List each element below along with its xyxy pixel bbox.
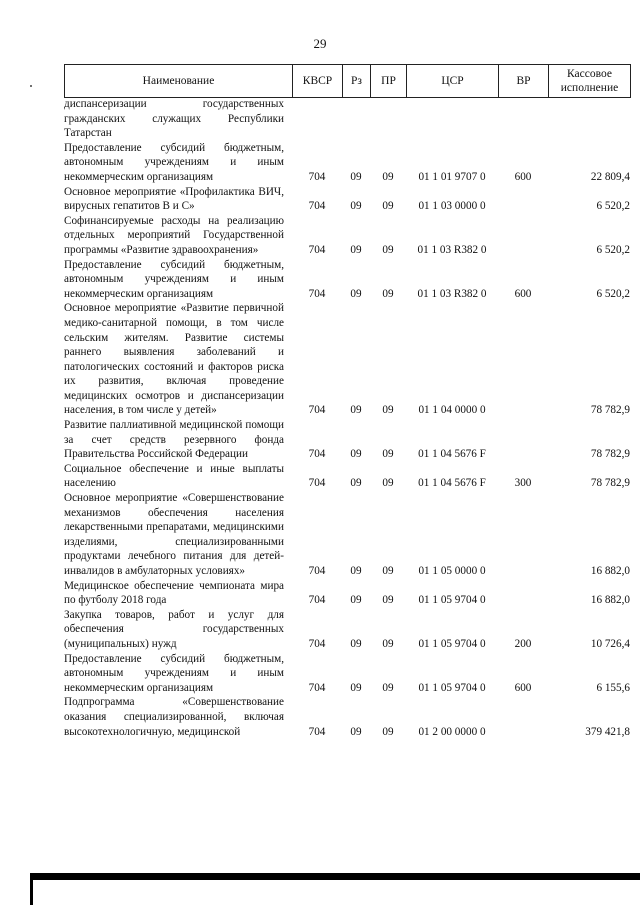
row-sum: 16 882,0: [590, 565, 630, 577]
row-rz: 09: [350, 200, 362, 213]
row-rz: 09: [350, 170, 362, 183]
row-csr: 01 1 03 R382 0: [417, 243, 487, 256]
page-number: 29: [313, 36, 327, 51]
header-pr: ПР: [371, 65, 407, 98]
row-name: Подпрограмма «Совершенствование оказания специализированной, включая высокотехнологичную, медицинской: [64, 696, 284, 738]
row-pr: 09: [382, 243, 394, 256]
row-csr: 01 1 01 9707 0: [418, 170, 486, 183]
row-kvsr: 704: [308, 170, 326, 183]
row-sum: 6 155,6: [596, 681, 630, 694]
row-name: Основное мероприятие «Развитие первичной медико-санитарной помощи, в том числе сельским жителям. Развитие системы раннего выявления заболеваний и патологических состояний и факторов риска их развития, включая проведение медицинских осмотров и диспансеризации населения, в том числе у детей»: [64, 302, 284, 417]
row-rz: 09: [350, 725, 362, 738]
table-row: [64, 608, 630, 652]
row-vr: 600: [514, 287, 532, 300]
row-kvsr: 704: [308, 725, 326, 738]
table-row: [64, 258, 630, 302]
row-pr: 09: [382, 170, 394, 183]
header-kvsr: КВСР: [293, 65, 343, 98]
row-pr: 09: [382, 477, 394, 490]
table-body: [64, 97, 630, 739]
row-rz: 09: [350, 637, 362, 650]
row-pr: 09: [382, 404, 394, 417]
row-pr: 09: [382, 725, 394, 738]
row-sum: 6 520,2: [596, 200, 630, 213]
scan-border-corner: [30, 873, 33, 905]
row-name: Закупка товаров, работ и услуг для обеспечения государственных (муниципальных) нужд: [64, 608, 284, 650]
table-row: [64, 695, 630, 739]
table-header: [64, 64, 631, 98]
row-csr: 01 1 03 0000 0: [418, 200, 486, 213]
row-csr: 01 2 00 0000 0: [418, 725, 486, 738]
row-csr: 01 1 05 0000 0: [418, 565, 486, 577]
row-name: Основное мероприятие «Профилактика ВИЧ, вирусных гепатитов В и С»: [64, 185, 284, 213]
table-row: [64, 97, 630, 141]
row-name: диспансеризации государственных гражданских служащих Республики Татарстан: [64, 98, 284, 140]
row-sum: 10 726,4: [590, 637, 630, 650]
row-rz: 09: [350, 594, 362, 607]
row-sum: 78 782,9: [590, 448, 630, 461]
row-sum: 78 782,9: [590, 404, 630, 417]
row-kvsr: 704: [308, 243, 326, 256]
row-name: Основное мероприятие «Совершенствование механизмов обеспечения населения лекарственными препаратами, медицинскими изделиями, специализированными продуктами лечебного питания для детей-инвалидов в амбулаторных условиях»: [64, 492, 284, 577]
table-row: [64, 214, 630, 258]
row-sum: 6 520,2: [596, 287, 630, 300]
row-rz: 09: [350, 243, 362, 256]
row-kvsr: 704: [308, 594, 326, 607]
scan-speck: [30, 85, 32, 87]
header-rz: Рз: [343, 65, 371, 98]
row-name: Развитие паллиативной медицинской помощи за счет средств резервного фонда Правительства Российской Федерации: [64, 419, 284, 461]
row-kvsr: 704: [308, 287, 326, 300]
row-vr: 600: [514, 681, 532, 694]
row-sum: 379 421,8: [585, 725, 630, 738]
row-csr: 01 1 05 9704 0: [418, 637, 486, 650]
row-rz: 09: [350, 565, 362, 577]
row-sum: 6 520,2: [596, 243, 630, 256]
header-vr: ВР: [499, 65, 549, 98]
row-pr: 09: [382, 287, 394, 300]
row-name: Медицинское обеспечение чемпионата мира по футболу 2018 года: [64, 579, 284, 607]
row-sum: 78 782,9: [590, 477, 630, 490]
row-kvsr: 704: [308, 404, 326, 417]
row-rz: 09: [350, 681, 362, 694]
table-row: [64, 301, 630, 418]
table-row: [64, 579, 630, 608]
row-kvsr: 704: [308, 565, 326, 577]
row-kvsr: 704: [308, 200, 326, 213]
row-csr: 01 1 04 5676 F: [418, 477, 486, 490]
table-row: [64, 418, 630, 462]
header-name: Наименование: [65, 65, 293, 98]
row-name: Предоставление субсидий бюджетным, автономным учреждениям и иным некоммерческим организациям: [64, 258, 284, 300]
table-row: [64, 185, 630, 214]
row-pr: 09: [382, 200, 394, 213]
row-kvsr: 704: [308, 477, 326, 490]
row-sum: 22 809,4: [590, 170, 630, 183]
table-row: [64, 462, 630, 491]
row-rz: 09: [350, 287, 362, 300]
row-rz: 09: [350, 448, 362, 461]
table-row: [64, 652, 630, 696]
row-csr: 01 1 05 9704 0: [418, 681, 486, 694]
row-vr: 300: [514, 477, 532, 490]
row-sum: 16 882,0: [590, 594, 630, 607]
table-row: [64, 141, 630, 185]
row-csr: 01 1 04 5676 F: [418, 448, 486, 461]
row-name: Софинансируемые расходы на реализацию отдельных мероприятий Государственной программы «Развитие здравоохранения»: [64, 214, 284, 256]
row-pr: 09: [382, 448, 394, 461]
row-vr: 200: [514, 637, 532, 650]
row-rz: 09: [350, 404, 362, 417]
header-csr: ЦСР: [407, 65, 499, 98]
row-kvsr: 704: [308, 681, 326, 694]
row-csr: 01 1 03 R382 0: [417, 287, 487, 300]
row-csr: 01 1 05 9704 0: [418, 594, 486, 607]
row-name: Предоставление субсидий бюджетным, автономным учреждениям и иным некоммерческим организациям: [64, 652, 284, 694]
row-kvsr: 704: [308, 637, 326, 650]
row-pr: 09: [382, 681, 394, 694]
row-vr: 600: [514, 170, 532, 183]
row-pr: 09: [382, 637, 394, 650]
header-sum: Кассовое исполнение: [549, 65, 631, 98]
row-name: Предоставление субсидий бюджетным, автономным учреждениям и иным некоммерческим организациям: [64, 141, 284, 183]
row-pr: 09: [382, 594, 394, 607]
row-rz: 09: [350, 477, 362, 490]
scan-border-bottom: [30, 873, 640, 880]
table-row: [64, 491, 630, 579]
row-kvsr: 704: [308, 448, 326, 461]
row-pr: 09: [382, 565, 394, 577]
row-name: Социальное обеспечение и иные выплаты населению: [64, 462, 284, 490]
row-csr: 01 1 04 0000 0: [418, 404, 486, 417]
